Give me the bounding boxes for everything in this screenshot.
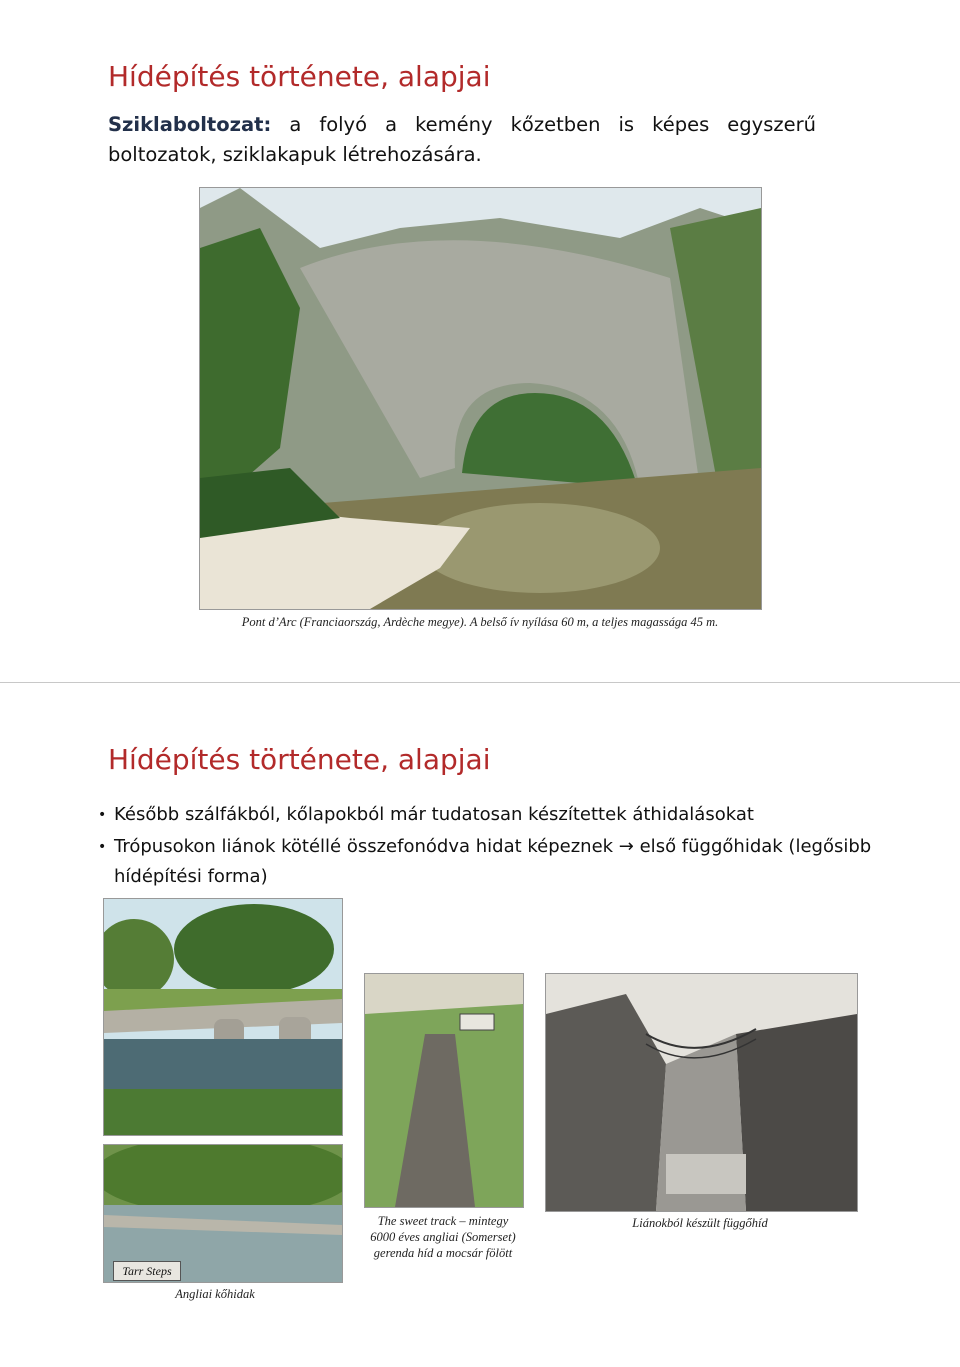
photo-caption: Pont d’Arc (Franciaország, Ardèche megye). A belső ív nyílása 60 m, a teljes magassága 45 m.	[241, 615, 719, 629]
sweet-track-photo	[364, 973, 524, 1208]
stone-bridge-photo	[103, 898, 343, 1136]
page-title-2: Hídépítés története, alapjai	[108, 743, 491, 776]
caption-liana-bridge: Liánokból készült függőhíd	[632, 1216, 768, 1230]
bullet-dot: •	[98, 839, 107, 855]
liana-bridge-engraving	[545, 973, 858, 1212]
caption-english-stone-bridges: Angliai kőhidak	[175, 1287, 255, 1301]
bullet-dot: •	[98, 807, 107, 823]
slide-page-2	[0, 683, 960, 1367]
slide-page-1	[0, 0, 960, 682]
lead-term: Sziklaboltozat:	[108, 113, 272, 136]
bullet-item-2: • Trópusokon liánok kötéllé összefonódva hidat képeznek → első függőhidak (legősibb hídépítési forma)	[98, 832, 878, 892]
bullet-list	[98, 800, 878, 894]
lead-paragraph	[108, 110, 816, 170]
bullet-item-1: • Később szálfákból, kőlapokból már tudatosan készítettek áthidalásokat	[98, 800, 878, 830]
pont-darc-photo	[199, 187, 762, 610]
lead-text: a folyó a kemény kőzetben is képes egyszerű boltozatok, sziklakapuk létrehozására.	[108, 113, 816, 166]
tarr-steps-label: Tarr Steps	[113, 1261, 181, 1281]
caption-sweet-track: The sweet track – mintegy 6000 éves angliai (Somerset) gerenda híd a mocsár fölött	[370, 1214, 516, 1260]
page-title: Hídépítés története, alapjai	[108, 60, 491, 93]
